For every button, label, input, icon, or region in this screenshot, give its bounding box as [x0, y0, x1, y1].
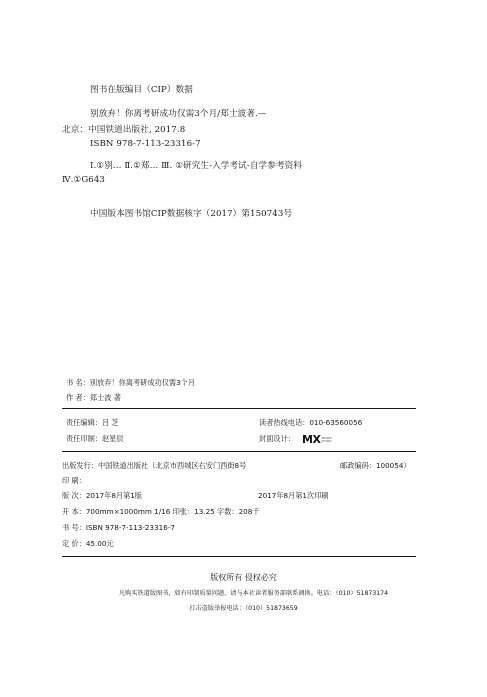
edition-row: [62, 491, 142, 501]
format-label: 开 本：: [62, 507, 86, 516]
publisher-row: [62, 461, 246, 471]
publisher-label: 出版发行：: [62, 461, 98, 470]
postcode-value: 100054）: [375, 461, 411, 470]
printer-name: 赵星辰: [101, 434, 124, 443]
print-label: 印 刷：: [62, 476, 86, 485]
printer-row: [66, 434, 124, 444]
postcode-row: [340, 461, 411, 471]
editor-label: 责任编辑：: [66, 418, 102, 427]
book-title-row: [66, 378, 195, 388]
book-title: 别放弃！你离考研成功仅需3个月: [89, 378, 196, 387]
book-author-row: [66, 393, 121, 403]
cover-design-label: 封面设计：: [259, 434, 295, 443]
mx-logo-sub-line2: STUDIO: [321, 439, 332, 443]
format-value: 700mm×1000mm 1/16 印张：13.25 字数：208千: [85, 507, 260, 516]
printing-value: 2017年8月第1次印刷: [258, 491, 329, 500]
editor-row: [66, 418, 119, 428]
edition-value: 2017年8月第1版: [85, 491, 143, 500]
postcode-label: 邮政编码：: [340, 461, 376, 470]
mx-logo-mark: MX: [302, 433, 321, 446]
piracy-report-line: 打击盗版举报电话：（010）51873659: [189, 605, 298, 612]
quality-notice: 凡购买铁道版图书，如有印制质量问题，请与本社读者服务部联系调换。电话：（010）51873174: [118, 590, 389, 597]
cip-publisher-line: 北京：中国铁道出版社, 2017.8: [62, 125, 186, 135]
cip-title-line: 别放弃！你离考研成功仅需3个月/郑士波著.—: [90, 109, 267, 119]
cip-heading: 图书在版编目（CIP）数据: [90, 85, 193, 95]
book-author: 郑士波 著: [89, 393, 121, 402]
divider-middle: [62, 451, 416, 452]
isbn-row: [62, 523, 175, 533]
price-label: 定 价：: [62, 539, 86, 548]
price-value: 45.00元: [85, 539, 114, 548]
divider-top: [62, 408, 416, 409]
cip-verification-number: 中国版本图书馆CIP数据核字（2017）第150743号: [90, 209, 293, 219]
hotline-row: [259, 418, 362, 428]
isbn-label: 书 号：: [62, 523, 86, 532]
format-row: [62, 507, 260, 517]
cip-classification: Ⅳ.①G643: [62, 175, 105, 185]
book-title-label: 书 名：: [66, 378, 90, 387]
publisher-address: 中国铁道出版社（北京市西城区右安门西街8号: [97, 461, 247, 470]
cip-subjects: Ⅰ.①别… Ⅱ.①郑… Ⅲ. ①研究生-入学考试-自学参考资料: [90, 161, 303, 171]
price-row: [62, 539, 114, 549]
hotline-label: 读者热线电话：: [259, 418, 310, 427]
divider-bottom: [62, 556, 416, 557]
mx-logo-subtext: [321, 437, 331, 443]
edition-label: 版 次：: [62, 491, 86, 500]
book-author-label: 作 者：: [66, 393, 90, 402]
printer-label: 责任印制：: [66, 434, 102, 443]
cip-isbn: ISBN 978-7-113-23316-7: [90, 139, 201, 149]
isbn-value: ISBN 978-7-113-23316-7: [85, 523, 175, 532]
hotline-number: 010-63560056: [309, 418, 363, 427]
editor-name: 吕 芝: [101, 418, 119, 427]
cover-design-logo: [302, 433, 331, 446]
copyright-notice: 版权所有 侵权必究: [210, 573, 277, 582]
mx-logo-sub-line1: DESIGN: [321, 436, 332, 440]
